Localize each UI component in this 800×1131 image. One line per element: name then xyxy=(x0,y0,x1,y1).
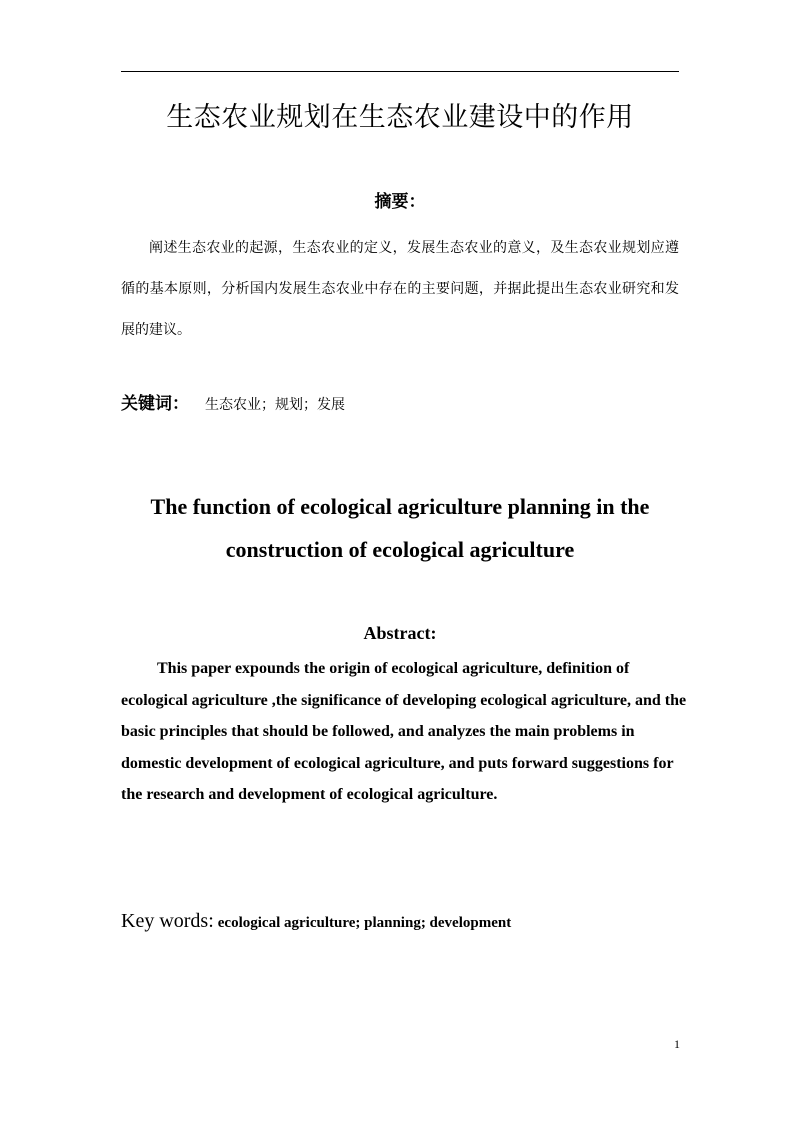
chinese-title: 生态农业规划在生态农业建设中的作用 xyxy=(166,102,634,133)
chinese-keywords-value: 生态农业；规划；发展 xyxy=(205,397,345,413)
page-number: 1 xyxy=(674,1037,680,1051)
chinese-keywords xyxy=(121,389,679,414)
chinese-abstract-body: 阐述生态农业的起源，生态农业的定义，发展生态农业的意义，及生态农业规划应遵循的基本原则，分析国内发展生态农业中存在的主要问题，并据此提出生态农业研究和发展的建议。 xyxy=(121,240,679,338)
english-keywords-value: ecological agriculture; planning; development xyxy=(217,915,512,931)
english-abstract-heading: Abstract: xyxy=(363,623,437,643)
english-keywords-label: Key words: xyxy=(121,910,214,932)
header-rule xyxy=(121,71,679,72)
english-keywords xyxy=(121,910,701,933)
english-abstract-body: This paper expounds the origin of ecological agriculture, definition of ecological agriculture ,the significance of developing ecological agriculture, and the basic principles that should be followed, and analyzes the main problems in domestic development of ecological agriculture, and puts forward suggestions for the research and development of ecological agriculture. xyxy=(121,660,687,803)
chinese-abstract-heading: 摘要： xyxy=(374,192,426,212)
english-title: The function of ecological agriculture planning in the construction of ecological agriculture xyxy=(150,494,650,562)
chinese-keywords-label: 关键词： xyxy=(121,394,189,414)
